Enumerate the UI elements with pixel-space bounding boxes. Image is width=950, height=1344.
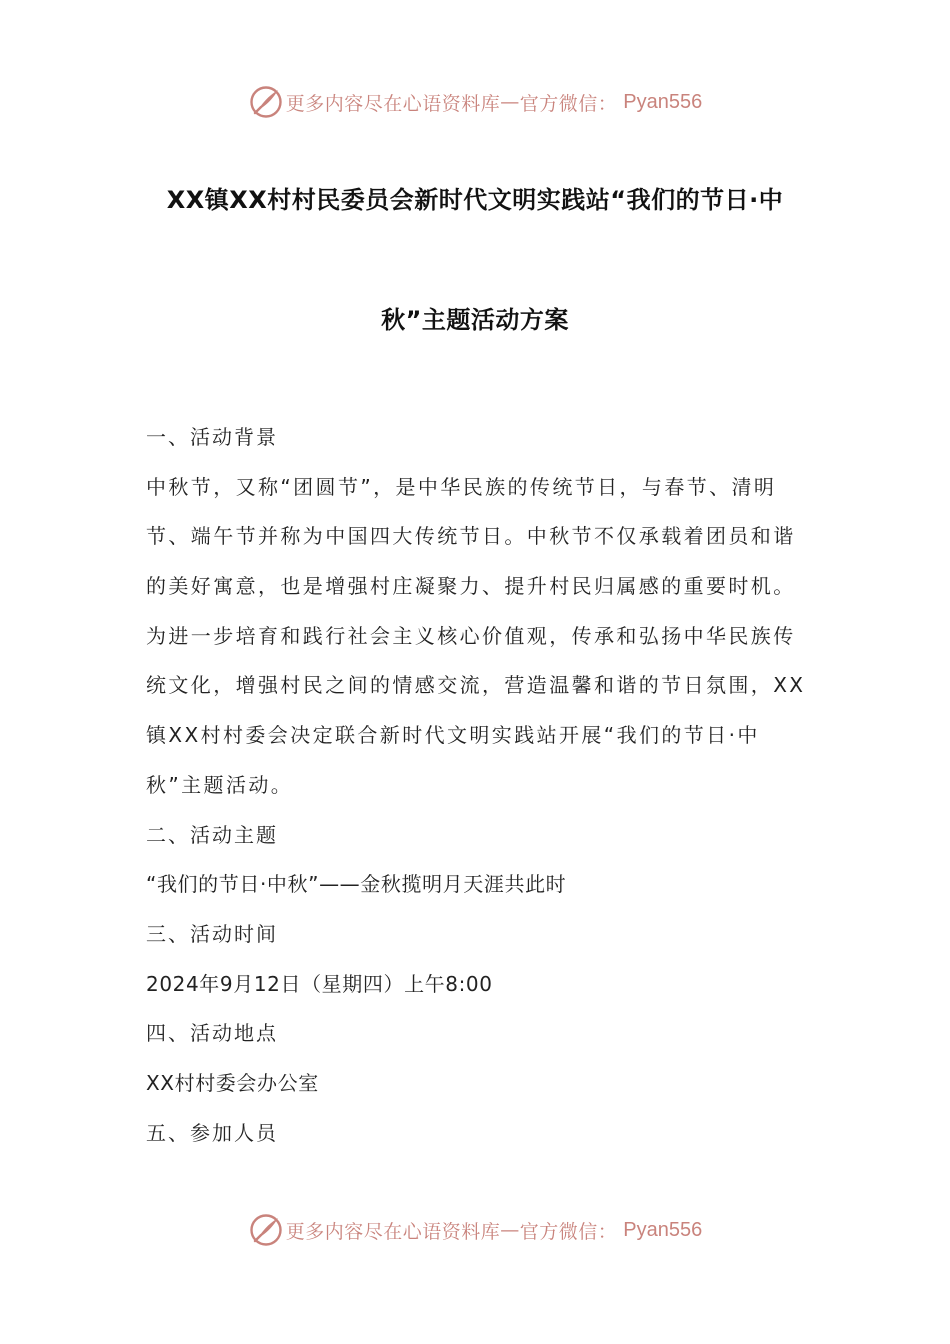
activity-theme-text: “我们的节日·中秋”——金秋揽明月天涯共此时	[146, 872, 567, 897]
activity-time-text: 2024年9月12日（星期四）上午8:00	[146, 971, 493, 996]
paragraph-line: 为进一步培育和践行社会主义核心价值观，传承和弘扬中华民族传	[146, 623, 796, 648]
watermark-wechat-label: 官方微信：	[519, 92, 618, 115]
document-title-line-1: XX镇XX村村民委员会新时代文明实践站“我们的节日·中	[166, 186, 784, 214]
paragraph-line: 节、端午节并称为中国四大传统节日。中秋节不仅承载着团员和谐	[146, 524, 796, 549]
watermark-wechat-id: Pyan556	[623, 1218, 703, 1241]
watermark-text: 更多内容尽在心语资料库	[285, 1220, 501, 1243]
document-title-line-2: 秋”主题活动方案	[381, 306, 569, 334]
section-heading-background: 一、活动背景	[146, 425, 278, 449]
paragraph-line: 统文化，增强村民之间的情感交流，营造温馨和谐的节日氛围，XX	[146, 673, 806, 698]
section-heading-theme: 二、活动主题	[146, 822, 278, 847]
quill-logo-icon	[248, 84, 284, 120]
watermark-wechat-label: 官方微信：	[519, 1220, 618, 1243]
watermark-dash: —	[500, 1219, 520, 1241]
watermark-wechat-id: Pyan556	[623, 90, 703, 113]
document-body	[146, 413, 810, 1158]
activity-location-text: XX村村委会办公室	[146, 1070, 319, 1095]
watermark-dash: —	[500, 91, 520, 113]
watermark-text: 更多内容尽在心语资料库	[285, 92, 501, 115]
quill-logo-icon	[248, 1212, 284, 1248]
paragraph-line: 镇XX村村委会决定联合新时代文明实践站开展“我们的节日·中	[146, 723, 760, 748]
watermark-banner-top	[0, 80, 950, 124]
watermark-banner-bottom	[0, 1208, 950, 1252]
paragraph-line: 中秋节，又称“团圆节”，是中华民族的传统节日，与春节、清明	[146, 474, 777, 499]
section-heading-time: 三、活动时间	[146, 921, 278, 946]
section-heading-location: 四、活动地点	[146, 1021, 278, 1046]
section-heading-participants: 五、参加人员	[146, 1120, 278, 1145]
paragraph-line: 秋”主题活动。	[146, 772, 294, 797]
paragraph-line: 的美好寓意，也是增强村庄凝聚力、提升村民归属感的重要时机。	[146, 574, 796, 599]
